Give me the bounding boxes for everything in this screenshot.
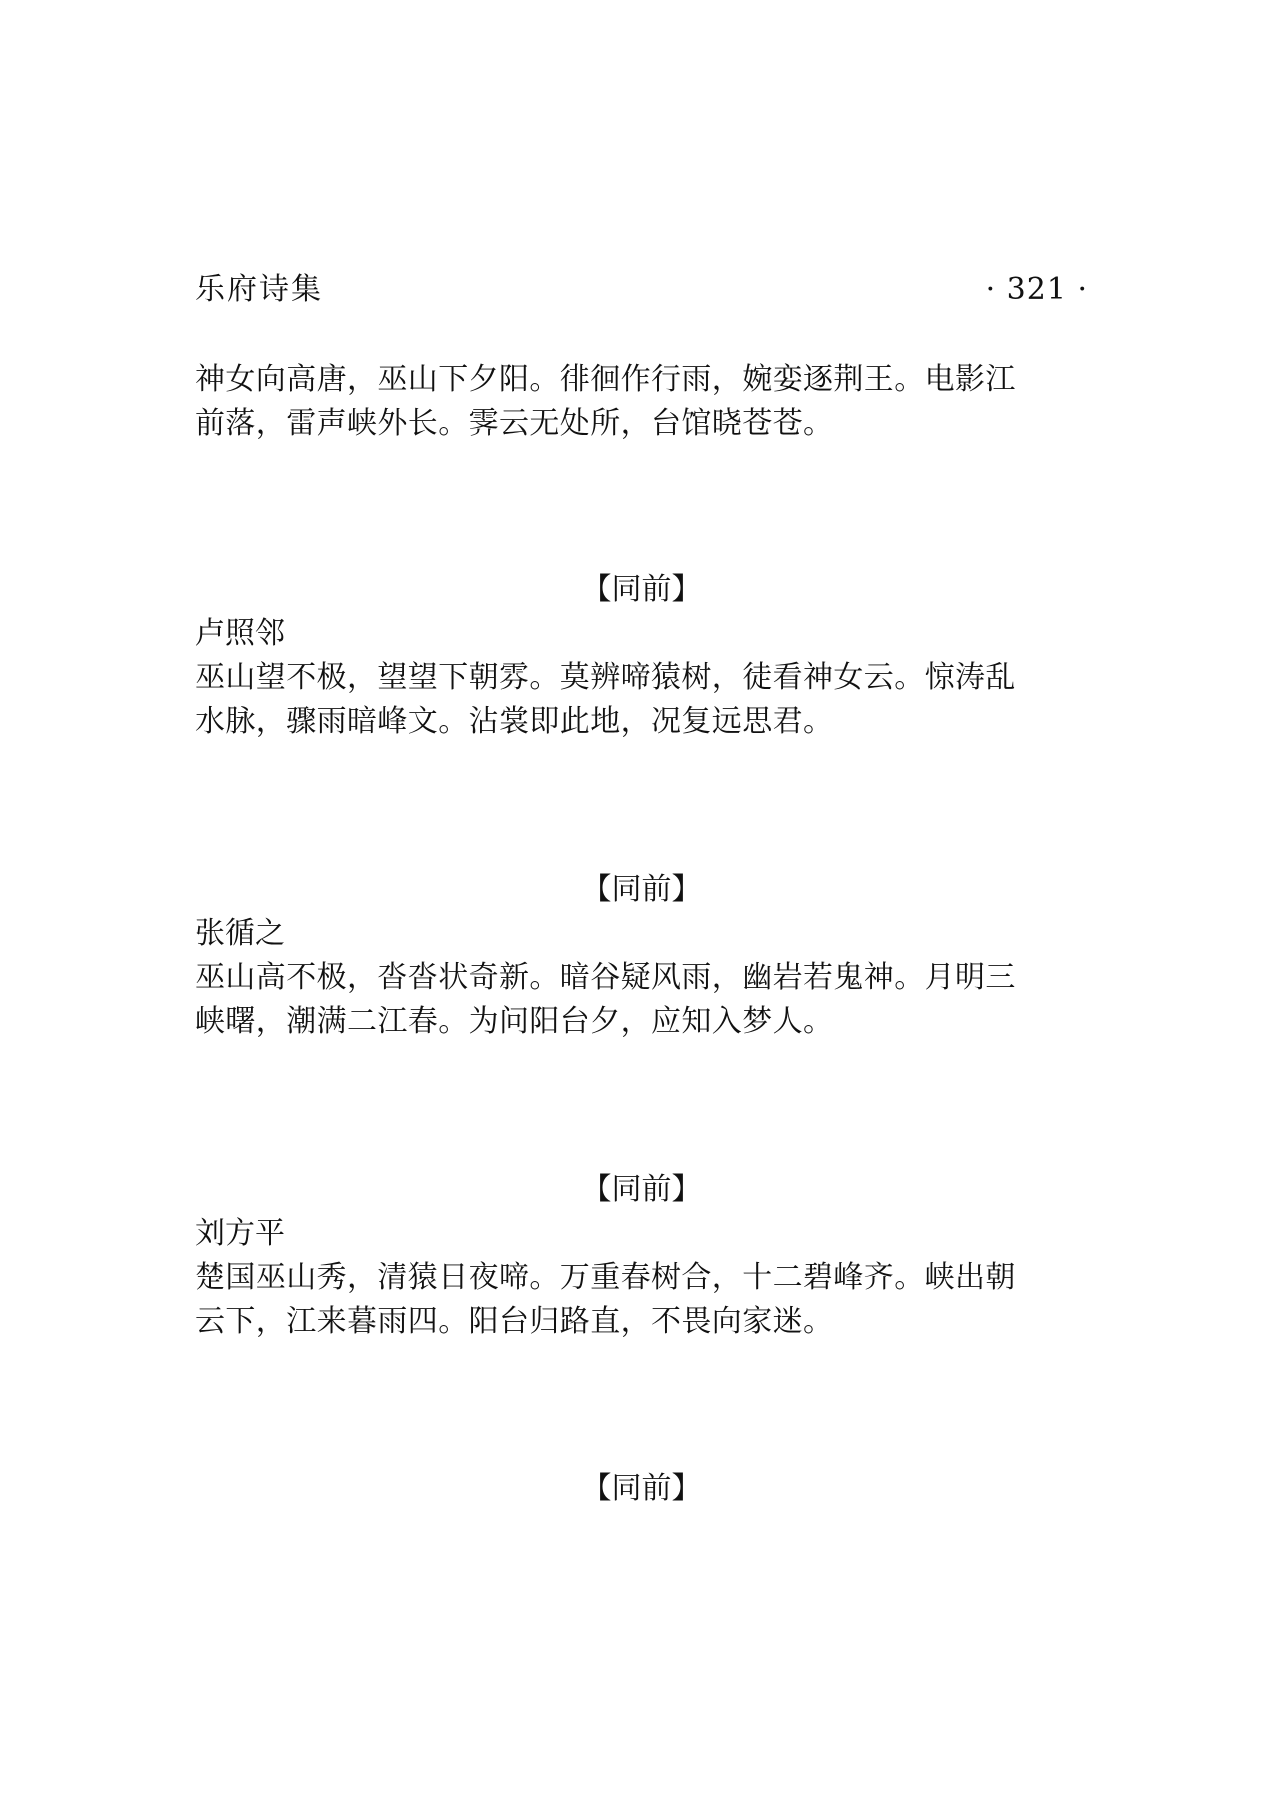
poem-line: 巫山望不极，望望下朝雰。莫辨啼猿树，徒看神女云。惊涛乱 xyxy=(195,660,1016,695)
page-number: · 321 · xyxy=(985,272,1088,307)
poem-heading: 【同前】 xyxy=(581,1471,702,1506)
poem-section xyxy=(195,568,1088,744)
poem-line: 神女向高唐，巫山下夕阳。徘徊作行雨，婉娈逐荆王。电影江 xyxy=(195,362,1016,397)
poem-line: 巫山高不极，沓沓状奇新。暗谷疑风雨，幽岩若鬼神。月明三 xyxy=(195,960,1016,995)
poem-author: 卢照邻 xyxy=(195,616,285,651)
poem-line: 水脉，骤雨暗峰文。沾裳即此地，况复远思君。 xyxy=(195,704,834,739)
poem-author: 张循之 xyxy=(195,916,285,951)
poem-section xyxy=(195,868,1088,1044)
poem-line: 峡曙，潮满二江春。为问阳台夕，应知入梦人。 xyxy=(195,1004,834,1039)
running-header xyxy=(195,270,1088,310)
document-page xyxy=(195,0,1088,1795)
poem-heading: 【同前】 xyxy=(581,572,702,607)
poem-line: 前落，雷声峡外长。霁云无处所，台馆晓苍苍。 xyxy=(195,406,834,441)
poem-line: 楚国巫山秀，清猿日夜啼。万重春树合，十二碧峰齐。峡出朝 xyxy=(195,1260,1016,1295)
poem-author: 刘方平 xyxy=(195,1216,285,1251)
poem-section xyxy=(195,1168,1088,1344)
poem-heading: 【同前】 xyxy=(581,872,702,907)
poem-line: 云下，江来暮雨四。阳台归路直，不畏向家迷。 xyxy=(195,1304,834,1339)
continued-poem xyxy=(195,358,1088,446)
book-title: 乐府诗集 xyxy=(195,272,323,307)
poem-heading: 【同前】 xyxy=(581,1172,702,1207)
poem-section xyxy=(195,1467,1088,1511)
